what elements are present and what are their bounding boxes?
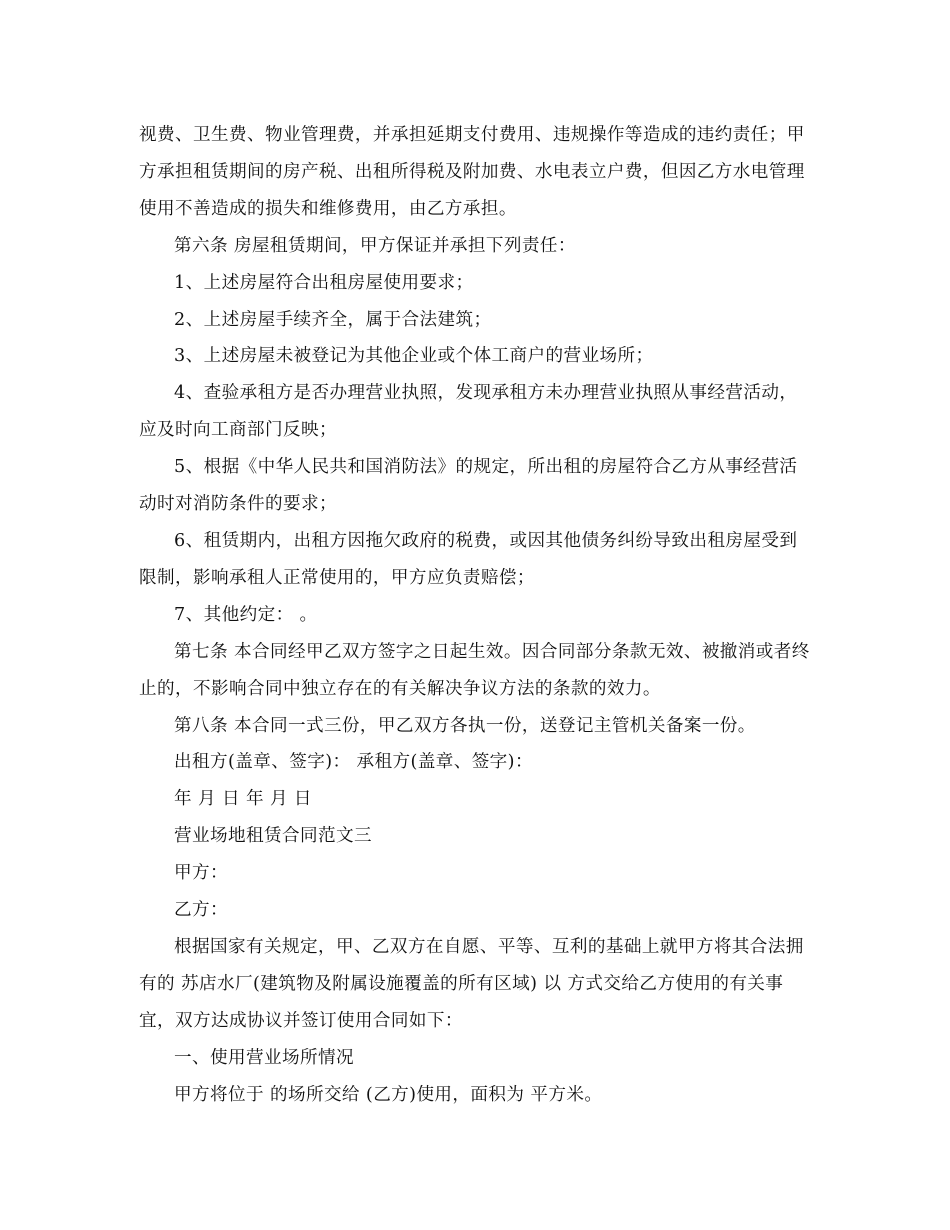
paragraph: 3、上述房屋未被登记为其他企业或个体工商户的营业场所；: [174, 346, 654, 367]
document-body: [139, 117, 811, 1113]
paragraph: 第八条 本合同一式三份，甲乙双方各执一份，送登记主管机关备案一份。: [174, 715, 756, 736]
section-title: 营业场地租赁合同范文三: [174, 826, 372, 847]
paragraph: 7、其他约定： 。: [174, 604, 318, 625]
section-heading: 一、使用营业场所情况: [174, 1047, 354, 1068]
party-a-line: 甲方：: [174, 863, 228, 884]
party-b-line: 乙方：: [174, 900, 228, 921]
paragraph: 视费、卫生费、物业管理费，并承担延期支付费用、违规操作等造成的违约责任；甲方承担租赁期间的房产税、出租所得税及附加费、水电表立户费，但因乙方水电管理使用不善造成的损失和维修费用，由乙方承担。: [139, 125, 805, 219]
paragraph: 第六条 房屋租赁期间，甲方保证并承担下列责任：: [174, 235, 576, 256]
paragraph: 4、查验承租方是否办理营业执照，发现承租方未办理营业执照从事经营活动，应及时向工商部门反映；: [139, 383, 798, 441]
paragraph: 1、上述房屋符合出租房屋使用要求；: [174, 272, 474, 293]
paragraph: 5、根据《中华人民共和国消防法》的规定，所出租的房屋符合乙方从事经营活动时对消防条件的要求；: [139, 457, 798, 515]
signature-line: 出租方(盖章、签字)： 承租方(盖章、签字)：: [174, 752, 533, 773]
paragraph: 6、租赁期内，出租方因拖欠政府的税费，或因其他债务纠纷导致出租房屋受到限制，影响承租人正常使用的，甲方应负责赔偿；: [139, 530, 798, 588]
paragraph: 甲方将位于 的场所交给 (乙方)使用，面积为 平方米。: [174, 1084, 603, 1105]
paragraph: 2、上述房屋手续齐全，属于合法建筑；: [174, 309, 492, 330]
date-line: 年 月 日 年 月 日: [174, 789, 312, 810]
paragraph: 根据国家有关规定，甲、乙双方在自愿、平等、互利的基础上就甲方将其合法拥有的 苏店水厂(建筑物及附属设施覆盖的所有区域) 以 方式交给乙方使用的有关事宜，双方达成协议并签订使用合同如下：: [139, 936, 804, 1031]
paragraph: 第七条 本合同经甲乙双方签字之日起生效。因合同部分条款无效、被撤消或者终止的，不影响合同中独立存在的有关解决争议方法的条款的效力。: [139, 641, 810, 699]
